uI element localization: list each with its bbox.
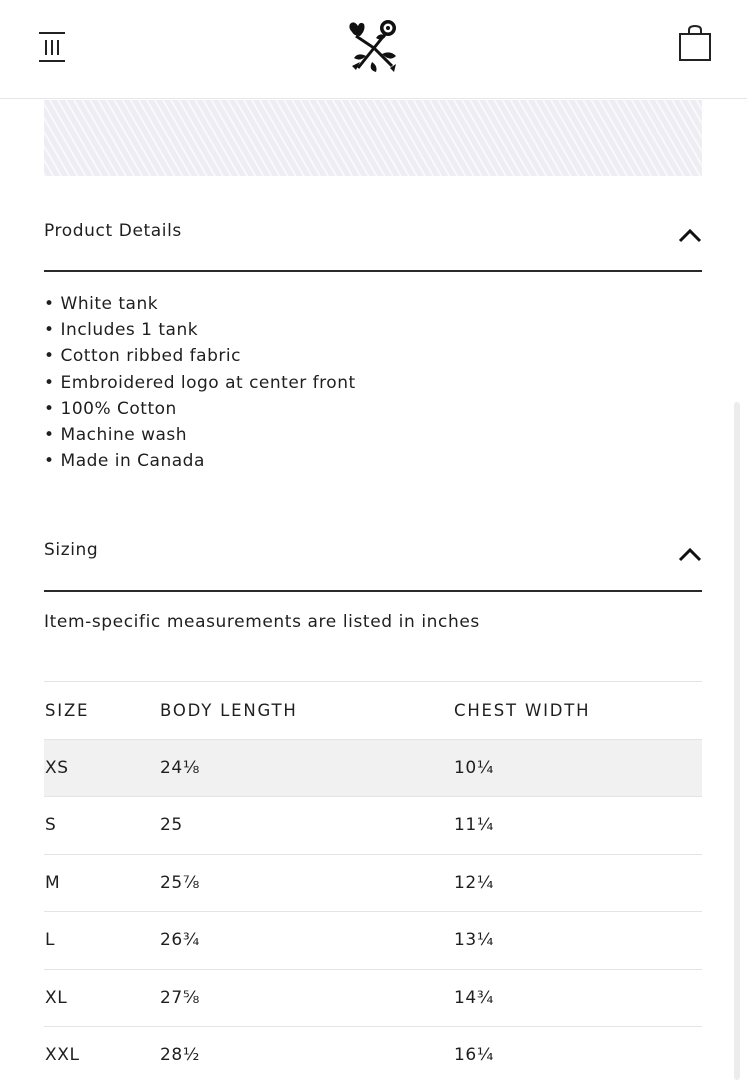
size-chart-table [44, 681, 702, 1080]
column-header-chest-width: CHEST WIDTH [454, 701, 591, 720]
list-item: • Made in Canada [44, 449, 356, 475]
sizing-note: Item-specific measurements are listed in inches [44, 612, 480, 632]
table-row [44, 739, 702, 797]
size-cell: XXL [45, 1045, 80, 1065]
chest-width-cell: 16¼ [454, 1045, 494, 1065]
section-divider [44, 590, 702, 592]
sizing-accordion-header[interactable] [44, 540, 702, 590]
product-details-list [44, 292, 356, 475]
section-divider [44, 270, 702, 272]
list-item: • Embroidered logo at center front [44, 371, 356, 397]
list-item: • Cotton ribbed fabric [44, 344, 356, 370]
body-length-cell: 25 [160, 815, 183, 835]
body-length-cell: 27⅝ [160, 987, 200, 1008]
chest-width-cell: 12¼ [454, 872, 494, 893]
body-length-cell: 24⅛ [160, 757, 200, 778]
hamburger-menu-icon[interactable] [37, 30, 67, 64]
floral-logo-icon[interactable] [346, 18, 402, 74]
chest-width-cell: 10¼ [454, 757, 494, 778]
size-cell: XS [45, 757, 69, 778]
table-header-row [44, 681, 702, 739]
column-header-body-length: BODY LENGTH [160, 701, 298, 720]
table-row [44, 796, 702, 854]
table-row [44, 854, 702, 912]
table-row [44, 1026, 702, 1080]
chest-width-cell: 11¼ [454, 815, 494, 835]
column-header-size: SIZE [45, 701, 90, 720]
list-item: • Includes 1 tank [44, 318, 356, 344]
product-details-accordion-header[interactable] [44, 221, 702, 271]
body-length-cell: 26¾ [160, 930, 200, 950]
product-details-title: Product Details [44, 221, 182, 241]
list-item: • Machine wash [44, 423, 356, 449]
chevron-up-icon[interactable] [678, 546, 702, 562]
list-item: • 100% Cotton [44, 397, 356, 423]
table-row [44, 911, 702, 969]
size-cell: L [45, 930, 56, 950]
chevron-up-icon[interactable] [678, 227, 702, 243]
shopping-bag-icon[interactable] [678, 24, 712, 62]
size-cell: M [45, 872, 61, 893]
chest-width-cell: 14¾ [454, 987, 494, 1008]
product-image [44, 100, 702, 176]
table-row [44, 969, 702, 1027]
body-length-cell: 25⅞ [160, 872, 200, 893]
size-cell: S [45, 815, 57, 835]
scrollbar[interactable] [734, 402, 740, 1080]
body-length-cell: 28½ [160, 1045, 200, 1065]
chest-width-cell: 13¼ [454, 930, 494, 950]
sizing-title: Sizing [44, 540, 99, 560]
size-cell: XL [45, 987, 68, 1008]
site-header [0, 0, 747, 99]
list-item: • White tank [44, 292, 356, 318]
